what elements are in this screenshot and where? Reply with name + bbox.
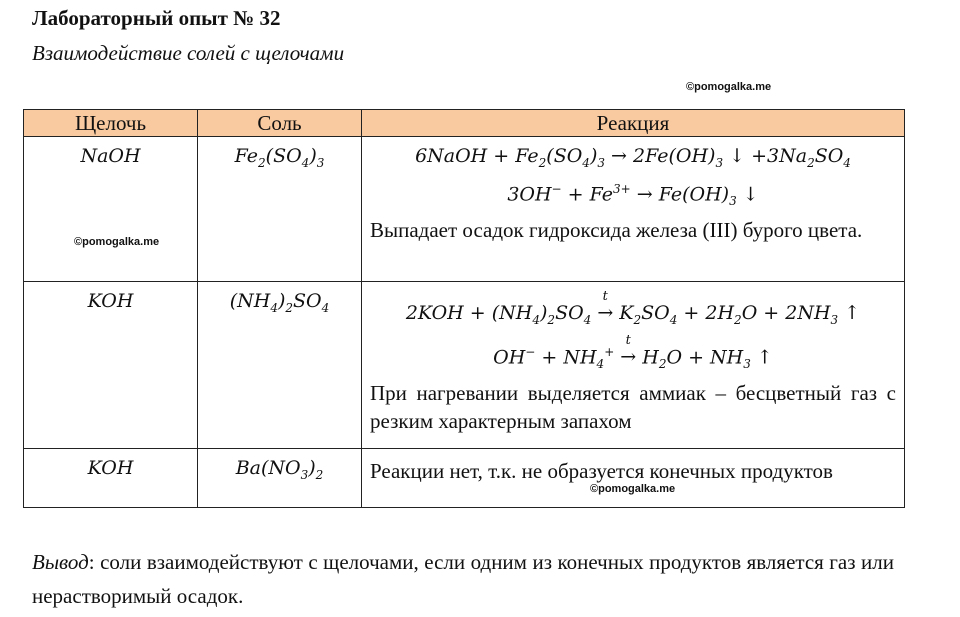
salt-cell xyxy=(198,449,362,508)
ionic-equation: $OH^- + NH_4^+$ t → $H_2O + NH_3$ ↑ xyxy=(493,333,773,371)
alkali-cell xyxy=(24,282,198,449)
salt-cell xyxy=(198,282,362,449)
alkali-formula: KOH xyxy=(87,457,134,479)
reaction-description: Реакции нет, т.к. не образуется конечных продуктов xyxy=(370,459,833,483)
reaction-cell xyxy=(362,282,905,449)
salt-formula: $(NH_4)_2SO_4$ xyxy=(229,290,330,315)
molecular-equation: $2KOH + (NH_4)_2SO_4$ t → $K_2SO_4 + 2H_2O + 2NH_3$ ↑ xyxy=(405,289,861,327)
molecular-equation: 6NaOH + $Fe_2(SO_4)_3 \to 2Fe(OH)_3$ ↓ $+3Na_2SO_4$ xyxy=(415,145,851,170)
page-subtitle: Взаимодействие солей с щелочами xyxy=(32,41,345,65)
table-row xyxy=(24,282,905,449)
conclusion-paragraph xyxy=(32,545,894,613)
conclusion-text: : соли взаимодействуют с щелочами, если одним из конечных продуктов является газ или нерастворимый осадок. xyxy=(32,550,894,608)
salt-formula: $Fe_2(SO_4)_3$ xyxy=(234,145,325,170)
reaction-cell xyxy=(362,449,905,508)
salt-formula: $Ba(NO_3)_2$ xyxy=(235,457,324,482)
column-header-salt: Соль xyxy=(198,110,362,137)
reaction-description: При нагревании выделяется аммиак – бесцветный газ с резким характерным запахом xyxy=(370,380,896,433)
table-row xyxy=(24,449,905,508)
salt-cell xyxy=(198,137,362,282)
reaction-cell xyxy=(362,137,905,282)
column-header-alkali: Щелочь xyxy=(24,110,198,137)
alkali-cell xyxy=(24,449,198,508)
conclusion-lead: Вывод xyxy=(32,550,89,574)
column-header-reaction: Реакция xyxy=(362,110,905,137)
watermark: ©pomogalka.me xyxy=(686,81,772,93)
table-row xyxy=(24,137,905,282)
reaction-description: Выпадает осадок гидроксида железа (III) бурого цвета. xyxy=(370,217,863,242)
reaction-table xyxy=(23,109,905,508)
watermark: ©pomogalka.me xyxy=(590,483,676,495)
watermark: ©pomogalka.me xyxy=(74,236,160,248)
page-title: Лабораторный опыт № 32 xyxy=(32,6,281,30)
table-header-row xyxy=(24,110,905,137)
ionic-equation: $3OH^- + Fe^{3+} \to Fe(OH)_3$ ↓ xyxy=(507,181,759,208)
alkali-formula: KOH xyxy=(87,290,134,312)
alkali-formula: NaOH xyxy=(80,145,141,167)
alkali-cell xyxy=(24,137,198,282)
